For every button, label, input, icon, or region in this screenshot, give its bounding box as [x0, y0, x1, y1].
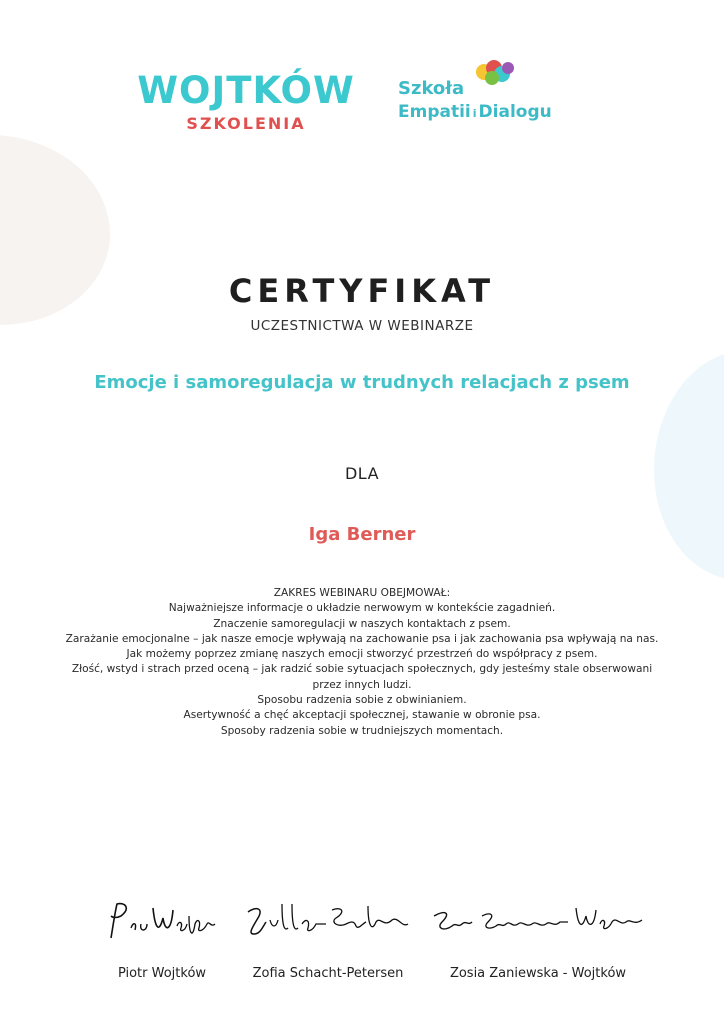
scope-item: Najważniejsze informacje o układzie nerwowym w kontekście zagadnień.: [168, 602, 556, 615]
scope-item: Zarażanie emocjonalne – jak nasze emocje wpływają na zachowanie psa i jak zachowania psa wpływają na nas.: [65, 632, 659, 645]
recipient-name: Iga Berner: [308, 524, 416, 545]
szkola-empatii-logo: [398, 60, 598, 130]
scope-item: Sposobu radzenia sobie z obwinianiem.: [257, 694, 467, 707]
scope-item: Sposoby radzenia sobie w trudniejszych momentach.: [220, 724, 504, 737]
signature-block-zosia: [424, 898, 652, 981]
wojtkow-logo-text: WOJTKÓW: [137, 69, 355, 112]
signatory-name: Zosia Zaniewska - Wojtków: [449, 966, 627, 981]
handwritten-signature: [242, 898, 414, 944]
signatory-name: Piotr Wojtków: [117, 966, 207, 981]
webinar-scope: [60, 586, 664, 739]
szkola-logo-empatii: Empatii: [398, 102, 471, 122]
szkolenia-logo-text: SZKOLENIA: [186, 114, 306, 133]
signature-block-zofia: [238, 898, 418, 981]
szkola-logo-i: i: [472, 107, 477, 120]
for-label: DLA: [344, 464, 380, 483]
wojtkow-szkolenia-logo: [128, 70, 364, 133]
scope-item: Znaczenie samoregulacji w naszych kontaktach z psem.: [213, 617, 511, 630]
handwritten-signature: [103, 898, 221, 944]
scope-item: Złość, wstyd i strach przed oceną – jak radzić sobie sytuacjach społecznych, gdy jesteśmy stale obserwowani przez innych ludzi.: [71, 663, 653, 691]
puzzle-heads-icon: [474, 60, 518, 90]
webinar-title: Emocje i samoregulacja w trudnych relacjach z psem: [94, 372, 630, 393]
signatory-name: Zofia Schacht-Petersen: [252, 966, 404, 981]
szkola-logo-dialogu: Dialogu: [478, 102, 552, 122]
scope-heading: ZAKRES WEBINARU OBEJMOWAŁ:: [273, 587, 451, 599]
szkola-logo-line2: [398, 102, 552, 122]
scope-item: Jak możemy poprzez zmianę naszych emocji stworzyć przestrzeń do współpracy z psem.: [126, 648, 598, 661]
certificate-subtitle: UCZESTNICTWA W WEBINARZE: [250, 318, 474, 334]
szkola-logo-line1: Szkoła: [398, 78, 465, 99]
signature-block-piotr: [92, 898, 232, 981]
scope-item: Asertywność a chęć akceptacji społecznej, stawanie w obronie psa.: [183, 709, 541, 722]
certificate-title: CERTYFIKAT: [228, 272, 496, 310]
handwritten-signature: [428, 898, 648, 944]
